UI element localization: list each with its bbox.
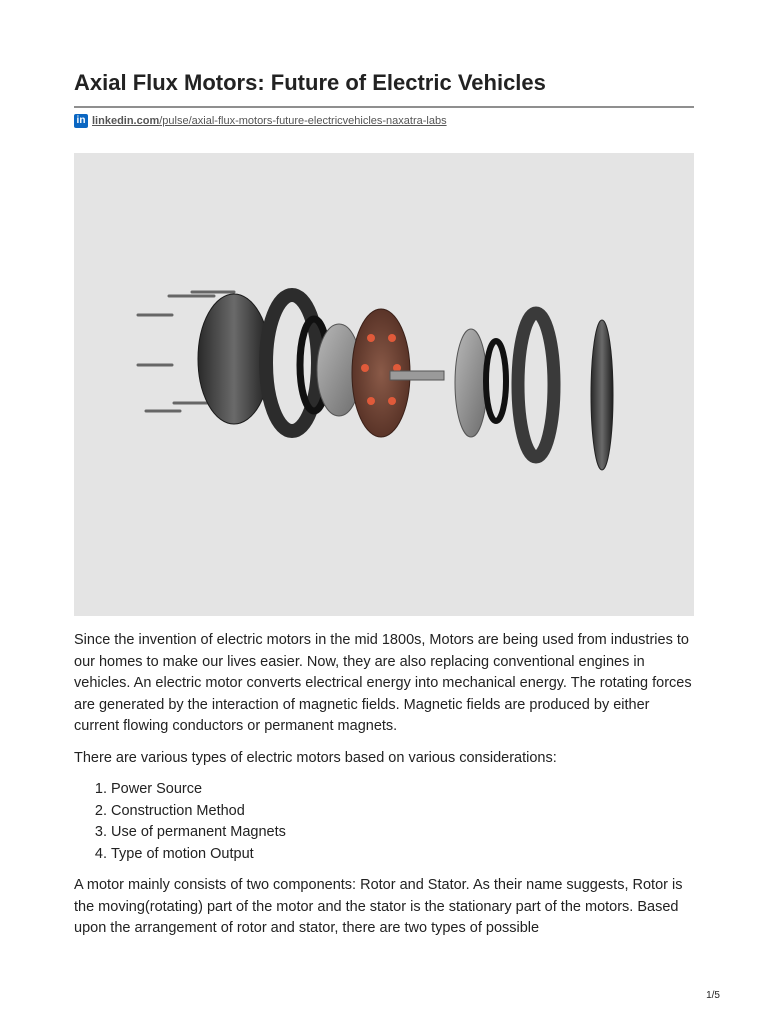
- list-item: 2. Construction Method: [111, 801, 696, 823]
- intro-paragraph: Since the invention of electric motors in the mid 1800s, Motors are being used from industries to our homes to make our lives easier. Now, they are also replacing conventional engines in vehicles. An electric motor converts electrical energy into mechanical energy. The rotating forces are generated by the interaction of magnetic fields. Magnetic fields are produced by either current flowing conductors or permanent magnets.: [74, 632, 692, 734]
- list-item: 1. Power Source: [111, 779, 696, 801]
- article-body: [74, 630, 696, 950]
- rotor-stator-paragraph: A motor mainly consists of two components: Rotor and Stator. As their name suggests, Rotor is the moving(rotating) part of the motor and the stator is the stationary part of the motors. Based upon the arrangement of rotor and stator, there are two types of possible: [74, 877, 683, 936]
- linkedin-icon: in: [74, 114, 88, 128]
- list-item: 3. Use of permanent Magnets: [111, 822, 696, 844]
- article-title: Axial Flux Motors: Future of Electric Vehicles: [74, 70, 546, 95]
- list-item: 4. Type of motion Output: [111, 844, 696, 866]
- page-number: 1/5: [706, 990, 720, 1001]
- hero-image: [74, 153, 694, 616]
- source-path: /pulse/axial-flux-motors-future-electricvehicles-naxatra-labs: [159, 115, 447, 127]
- types-lead-paragraph: There are various types of electric motors based on various considerations:: [74, 749, 557, 766]
- exploded-motor-icon: [74, 153, 694, 616]
- source-line: [74, 114, 447, 128]
- source-link[interactable]: [92, 115, 447, 127]
- source-domain: linkedin.com: [92, 115, 160, 127]
- motor-types-list: [74, 779, 696, 865]
- title-divider: [74, 106, 694, 108]
